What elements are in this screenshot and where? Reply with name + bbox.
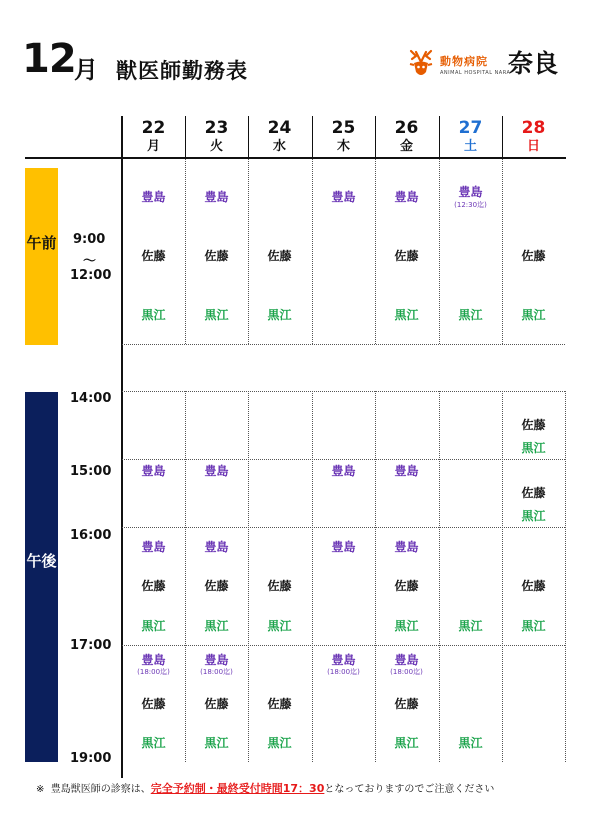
doctor-toyoshima: 豊島 [204, 464, 229, 478]
logo-city: 奈良 [508, 49, 559, 78]
pm-row-rule [122, 527, 565, 528]
doctor-sato: 佐藤 [394, 579, 419, 593]
pm-row-rule [122, 459, 565, 460]
doctor-kuroe: 黒江 [521, 509, 546, 523]
doctor-toyoshima: 豊島 [141, 190, 166, 204]
am-time-tilde: 〜 [83, 254, 97, 269]
doctor-kuroe: 黒江 [521, 441, 546, 455]
pm-column-divider [312, 391, 313, 762]
am-period-bar [25, 168, 58, 345]
doctor-kuroe: 黒江 [204, 308, 229, 322]
doctor-kuroe: 黒江 [394, 308, 419, 322]
toyoshima-note: (18:00迄) [390, 668, 423, 676]
doctor-sato: 佐藤 [141, 249, 166, 263]
header-divider [185, 116, 186, 157]
pm-column-divider [439, 391, 440, 762]
am-start-time: 9:00 [73, 232, 106, 247]
doctor-toyoshima: 豊島 [394, 653, 419, 667]
doctor-toyoshima: 豊島 [331, 190, 356, 204]
pm-time: 15:00 [70, 464, 112, 479]
header-divider [439, 116, 440, 157]
month-number: 12 [22, 36, 76, 82]
doctor-toyoshima: 豊島 [204, 190, 229, 204]
day-header-23: 23 火 [204, 118, 229, 154]
day-header-24: 24 水 [267, 118, 292, 154]
doctor-sato: 佐藤 [521, 579, 546, 593]
toyoshima-note: (18:00迄) [200, 668, 233, 676]
doctor-sato: 佐藤 [141, 697, 166, 711]
doctor-kuroe: 黒江 [458, 308, 483, 322]
doctor-kuroe: 黒江 [267, 308, 292, 322]
am-column-divider [312, 159, 313, 344]
doctor-toyoshima: 豊島 [141, 540, 166, 554]
doctor-toyoshima: 豊島 [394, 464, 419, 478]
header-divider [502, 116, 503, 157]
doctor-toyoshima: 豊島 [394, 190, 419, 204]
footnote-emphasis: 完全予約制・最終受付時間17：30 [150, 782, 325, 795]
doctor-sato: 佐藤 [394, 697, 419, 711]
doctor-toyoshima: 豊島 [331, 540, 356, 554]
doctor-sato: 佐藤 [267, 249, 292, 263]
doctor-sato: 佐藤 [267, 579, 292, 593]
doctor-kuroe: 黒江 [458, 736, 483, 750]
page-title: 獣医師勤務表 [116, 59, 248, 83]
toyoshima-note: (18:00迄) [327, 668, 360, 676]
day-header-26: 26 金 [394, 118, 419, 154]
pm-row-rule [122, 645, 565, 646]
doctor-sato: 佐藤 [141, 579, 166, 593]
pm-column-divider [565, 391, 566, 762]
day-header-27: 27 土 [458, 118, 483, 154]
doctor-sato: 佐藤 [267, 697, 292, 711]
day-header-28: 28 日 [521, 118, 546, 154]
footnote [36, 780, 494, 796]
doctor-toyoshima: 豊島 [141, 464, 166, 478]
header-divider [248, 116, 249, 157]
doctor-kuroe: 黒江 [458, 619, 483, 633]
pm-period-label: 午後 [26, 552, 57, 570]
doctor-kuroe: 黒江 [394, 619, 419, 633]
doctor-toyoshima: 豊島 [204, 653, 229, 667]
pm-top-rule [122, 391, 565, 392]
day-header-25: 25 木 [331, 118, 356, 154]
doctor-kuroe: 黒江 [141, 736, 166, 750]
doctor-kuroe: 黒江 [394, 736, 419, 750]
doctor-kuroe: 黒江 [204, 619, 229, 633]
doctor-sato: 佐藤 [521, 249, 546, 263]
month-unit: 月 [74, 56, 98, 84]
doctor-toyoshima: 豊島 [394, 540, 419, 554]
pm-time: 19:00 [70, 751, 112, 766]
doctor-toyoshima: 豊島 [141, 653, 166, 667]
doctor-sato: 佐藤 [394, 249, 419, 263]
pm-time: 17:00 [70, 638, 112, 653]
doctor-sato: 佐藤 [521, 486, 546, 500]
doctor-kuroe: 黒江 [521, 308, 546, 322]
doctor-sato: 佐藤 [204, 579, 229, 593]
doctor-toyoshima: 豊島 [458, 185, 483, 199]
header-divider [375, 116, 376, 157]
deer-logo-icon [403, 48, 439, 84]
toyoshima-note: (12:30迄) [454, 201, 487, 209]
doctor-kuroe: 黒江 [141, 308, 166, 322]
am-bottom-rule [122, 344, 565, 345]
doctor-sato: 佐藤 [204, 697, 229, 711]
doctor-toyoshima: 豊島 [331, 653, 356, 667]
doctor-kuroe: 黒江 [267, 736, 292, 750]
header-divider [312, 116, 313, 157]
pm-time: 14:00 [70, 391, 112, 406]
header-rule [25, 157, 566, 159]
doctor-kuroe: 黒江 [521, 619, 546, 633]
pm-time: 16:00 [70, 528, 112, 543]
doctor-toyoshima: 豊島 [204, 540, 229, 554]
toyoshima-note: (18:00迄) [137, 668, 170, 676]
doctor-kuroe: 黒江 [267, 619, 292, 633]
day-header-22: 22 月 [141, 118, 166, 154]
doctor-sato: 佐藤 [521, 418, 546, 432]
am-period-label: 午前 [26, 234, 57, 252]
logo-name: 動物病院 [440, 55, 488, 68]
pm-period-bar [25, 392, 58, 762]
time-column-rule [121, 116, 123, 778]
doctor-kuroe: 黒江 [204, 736, 229, 750]
footnote-suffix: となっておりますのでご注意ください [324, 784, 495, 795]
am-end-time: 12:00 [70, 268, 112, 283]
doctor-toyoshima: 豊島 [331, 464, 356, 478]
logo-subtitle: ANIMAL HOSPITAL NARA [440, 70, 511, 76]
doctor-sato: 佐藤 [204, 249, 229, 263]
footnote-prefix: 豊島獣医師の診察は、 [50, 784, 151, 795]
footnote-mark: ※ [36, 784, 45, 795]
doctor-kuroe: 黒江 [141, 619, 166, 633]
